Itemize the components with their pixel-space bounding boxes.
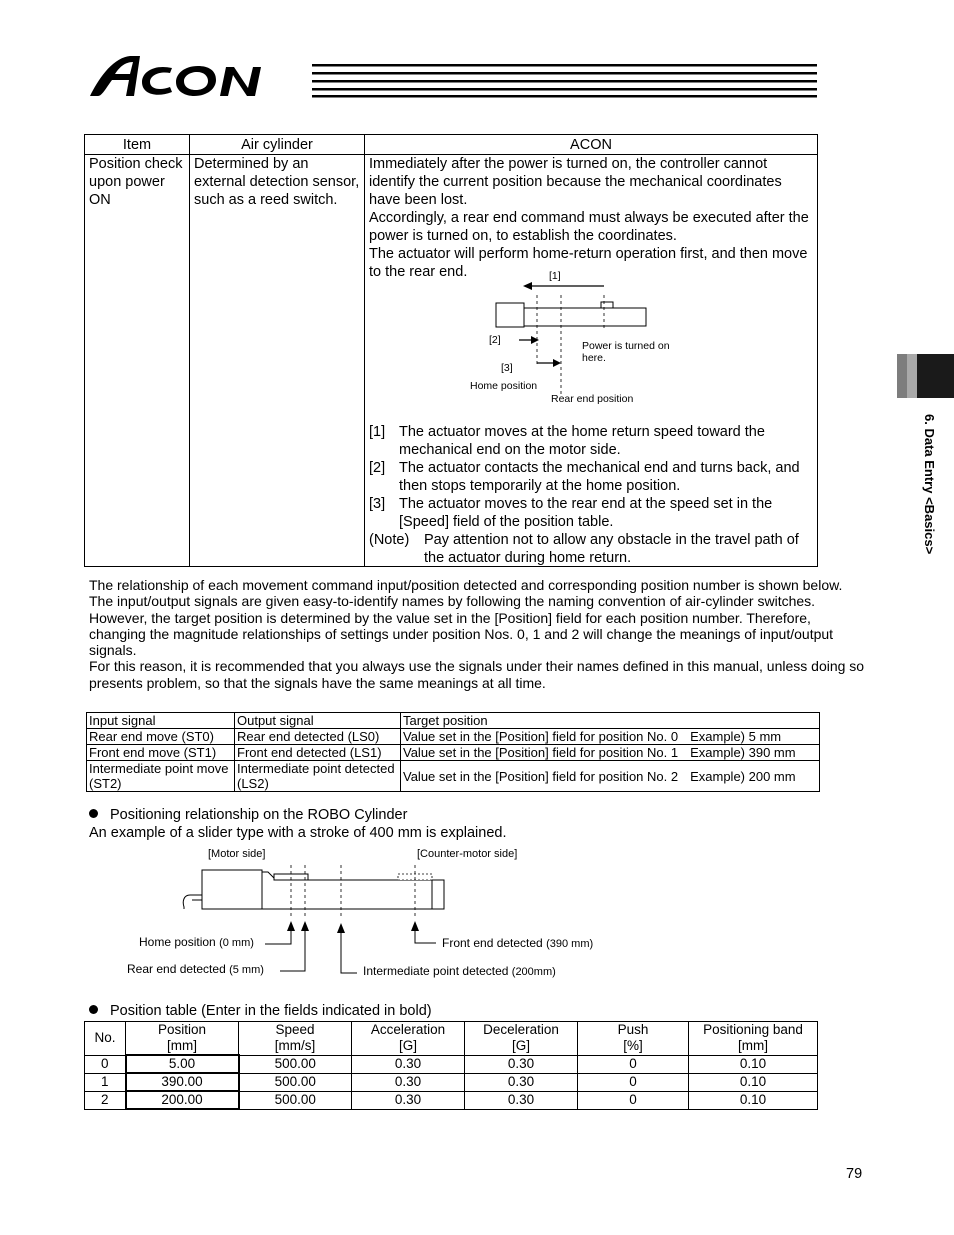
table-header-row [87, 713, 820, 729]
target-cell [401, 761, 820, 792]
acon-cell [365, 155, 818, 567]
side-tab-marker [897, 354, 907, 398]
home-position-label: Home position [470, 380, 538, 392]
header-unit: [G] [511, 1038, 530, 1054]
step3-label: [3] [501, 362, 513, 374]
front-end-value: (390 mm) [546, 938, 594, 950]
target-text: Value set in the [Position] field for position No. 0 [403, 729, 679, 744]
speed-cell: 500.00 [239, 1091, 352, 1109]
power-on-label-2: here. [582, 352, 606, 364]
output-signal-cell: Intermediate point detected (LS2) [235, 761, 401, 792]
input-signal-cell: Front end move (ST1) [87, 745, 235, 761]
table-header-row [85, 135, 818, 155]
step1-label: [1] [549, 270, 561, 282]
header-no [85, 1022, 126, 1056]
header-speed [239, 1022, 352, 1056]
list-item [369, 423, 814, 459]
header-text: Speed [275, 1022, 315, 1038]
note-text: The actuator moves at the home return speed toward the mechanical end on the motor side. [399, 424, 765, 458]
input-signal-cell: Intermediate point move (ST2) [87, 761, 235, 792]
input-signal-cell: Rear end move (ST0) [87, 729, 235, 745]
header-text: No. [94, 1030, 116, 1046]
note-key: [3] [369, 496, 386, 512]
header-air-cylinder: Air cylinder [190, 135, 365, 155]
table-row [85, 1055, 818, 1073]
header-input-signal: Input signal [87, 713, 235, 729]
example-value: Example) 390 mm [690, 745, 796, 760]
header-rule [312, 64, 817, 98]
acceleration-cell: 0.30 [352, 1091, 465, 1109]
intermediate-value: (200mm) [511, 966, 556, 978]
acon-logo [90, 50, 315, 102]
deceleration-cell: 0.30 [465, 1091, 578, 1109]
header-acon: ACON [365, 135, 818, 155]
no-cell: 0 [85, 1055, 126, 1073]
acceleration-cell: 0.30 [352, 1055, 465, 1073]
counter-motor-side-label: [Counter-motor side] [417, 848, 518, 860]
header-positioning-band [689, 1022, 818, 1056]
acon-paragraph: Immediately after the power is turned on, the controller cannot identify the current position because the mechanical coordinates have been lost. [369, 156, 782, 208]
note-key: (Note) [369, 532, 410, 548]
rear-end-value: (5 mm) [229, 964, 264, 976]
header-text: Position [157, 1022, 207, 1037]
target-cell [401, 745, 820, 761]
home-position-text: Home position [139, 935, 216, 949]
home-return-diagram [469, 269, 689, 409]
header-unit: [mm] [167, 1038, 197, 1053]
position-table [84, 1021, 818, 1110]
paragraph: The relationship of each movement command input/position detected and corresponding position number is shown below. [89, 577, 843, 593]
deceleration-cell: 0.30 [465, 1055, 578, 1073]
bullet-text: Position table (Enter in the fields indicated in bold) [110, 1003, 432, 1019]
example-value: Example) 200 mm [690, 768, 796, 784]
comparison-table [84, 134, 818, 567]
acceleration-cell: 0.30 [352, 1073, 465, 1091]
acon-paragraph: Accordingly, a rear end command must always be executed after the power is turned on, to establish the coordinates. [369, 210, 809, 244]
header-output-signal: Output signal [235, 713, 401, 729]
item-cell: Position check upon power ON [85, 155, 190, 567]
push-cell: 0 [578, 1073, 689, 1091]
no-cell: 1 [85, 1073, 126, 1091]
rear-end-text: Rear end detected [127, 962, 226, 976]
front-end-text: Front end detected [442, 936, 543, 950]
header-unit: [mm/s] [274, 1038, 316, 1054]
note-text: The actuator moves to the rear end at the speed set in the [Speed] field of the position table. [399, 496, 773, 530]
position-cell[interactable]: 5.00 [126, 1055, 239, 1073]
speed-cell: 500.00 [239, 1055, 352, 1073]
header-text: Acceleration [370, 1022, 446, 1038]
header-text: Push [617, 1022, 649, 1038]
motor-side-label: [Motor side] [208, 848, 266, 860]
positioning-band-cell: 0.10 [689, 1073, 818, 1091]
header-unit: [%] [623, 1038, 643, 1054]
target-text: Value set in the [Position] field for position No. 2 [403, 768, 679, 784]
acon-paragraph: The actuator will perform home-return operation first, and then move to the rear end. [369, 246, 808, 280]
positioning-band-cell: 0.10 [689, 1055, 818, 1073]
header-deceleration [465, 1022, 578, 1056]
header-push [578, 1022, 689, 1056]
bullet-icon [89, 809, 98, 818]
intermediate-text: Intermediate point detected [363, 964, 509, 978]
example-value: Example) 5 mm [690, 729, 782, 744]
side-tab-marker [907, 354, 917, 398]
intermediate-label [363, 964, 556, 978]
front-end-label [442, 936, 593, 950]
header-position [126, 1022, 239, 1056]
table-row [87, 729, 820, 745]
signal-table [86, 712, 820, 792]
home-position-label [139, 935, 254, 949]
positioning-band-cell: 0.10 [689, 1091, 818, 1109]
page-number: 79 [846, 1166, 863, 1182]
position-cell[interactable]: 200.00 [126, 1091, 239, 1109]
air-cylinder-cell: Determined by an external detection sensor, such as a reed switch. [190, 155, 365, 567]
header-unit: [G] [398, 1038, 417, 1054]
table-row [87, 761, 820, 792]
bullet-text: Positioning relationship on the ROBO Cylinder [110, 807, 408, 823]
robo-description: An example of a slider type with a stroke of 400 mm is explained. [89, 825, 507, 841]
push-cell: 0 [578, 1091, 689, 1109]
speed-cell: 500.00 [239, 1073, 352, 1091]
body-text [89, 577, 869, 691]
table-row [85, 155, 818, 567]
step2-label: [2] [489, 334, 501, 346]
notes-list [369, 423, 814, 567]
push-cell: 0 [578, 1055, 689, 1073]
note-key: [2] [369, 460, 386, 476]
list-item [369, 459, 814, 495]
robo-cylinder-diagram [120, 843, 640, 983]
output-signal-cell: Front end detected (LS1) [235, 745, 401, 761]
note-text: Pay attention not to allow any obstacle in the travel path of the actuator during home return. [424, 532, 799, 566]
output-signal-cell: Rear end detected (LS0) [235, 729, 401, 745]
bullet-icon [89, 1005, 98, 1014]
logo-text [0, 0, 1, 1]
paragraph: The input/output signals are given easy-to-identify names by following the naming convention of air-cylinder switches. However, the target position is determined by the value set in the [Position] field for each position number. Therefore, changing the magnitude relationships of settings under position Nos. 0, 1 and 2 will change the meanings of input/output signals. [89, 593, 834, 659]
home-position-value: (0 mm) [219, 937, 254, 949]
no-cell: 2 [85, 1091, 126, 1109]
table-row [87, 745, 820, 761]
deceleration-cell: 0.30 [465, 1073, 578, 1091]
note-key: [1] [369, 424, 386, 440]
header-unit: [mm] [738, 1038, 768, 1054]
rear-end-position-label: Rear end position [551, 393, 634, 405]
power-on-label: Power is turned on [582, 340, 670, 352]
table-header-row [85, 1022, 818, 1056]
position-cell[interactable]: 390.00 [126, 1073, 239, 1091]
table-row [85, 1091, 818, 1109]
side-tab-label: 6. Data Entry <Basics> [922, 414, 937, 555]
side-tab-marker [917, 354, 954, 398]
list-item [369, 495, 814, 531]
rear-end-label [127, 962, 264, 976]
target-text: Value set in the [Position] field for position No. 1 [403, 745, 679, 760]
header-item: Item [85, 135, 190, 155]
list-item [369, 531, 814, 567]
paragraph: For this reason, it is recommended that you always use the signals under their names defined in this manual, unless doing so presents problem, so that the signals have the same meanings at all time. [89, 658, 865, 691]
header-text: Positioning band [703, 1022, 803, 1038]
header-target-position: Target position [401, 713, 820, 729]
robo-bullet [89, 806, 407, 824]
target-cell [401, 729, 820, 745]
position-bullet [89, 1002, 432, 1020]
note-text: The actuator contacts the mechanical end and turns back, and then stops temporarily at the home position. [399, 460, 800, 494]
header-text: Deceleration [483, 1022, 559, 1038]
table-row [85, 1073, 818, 1091]
header-acceleration [352, 1022, 465, 1056]
